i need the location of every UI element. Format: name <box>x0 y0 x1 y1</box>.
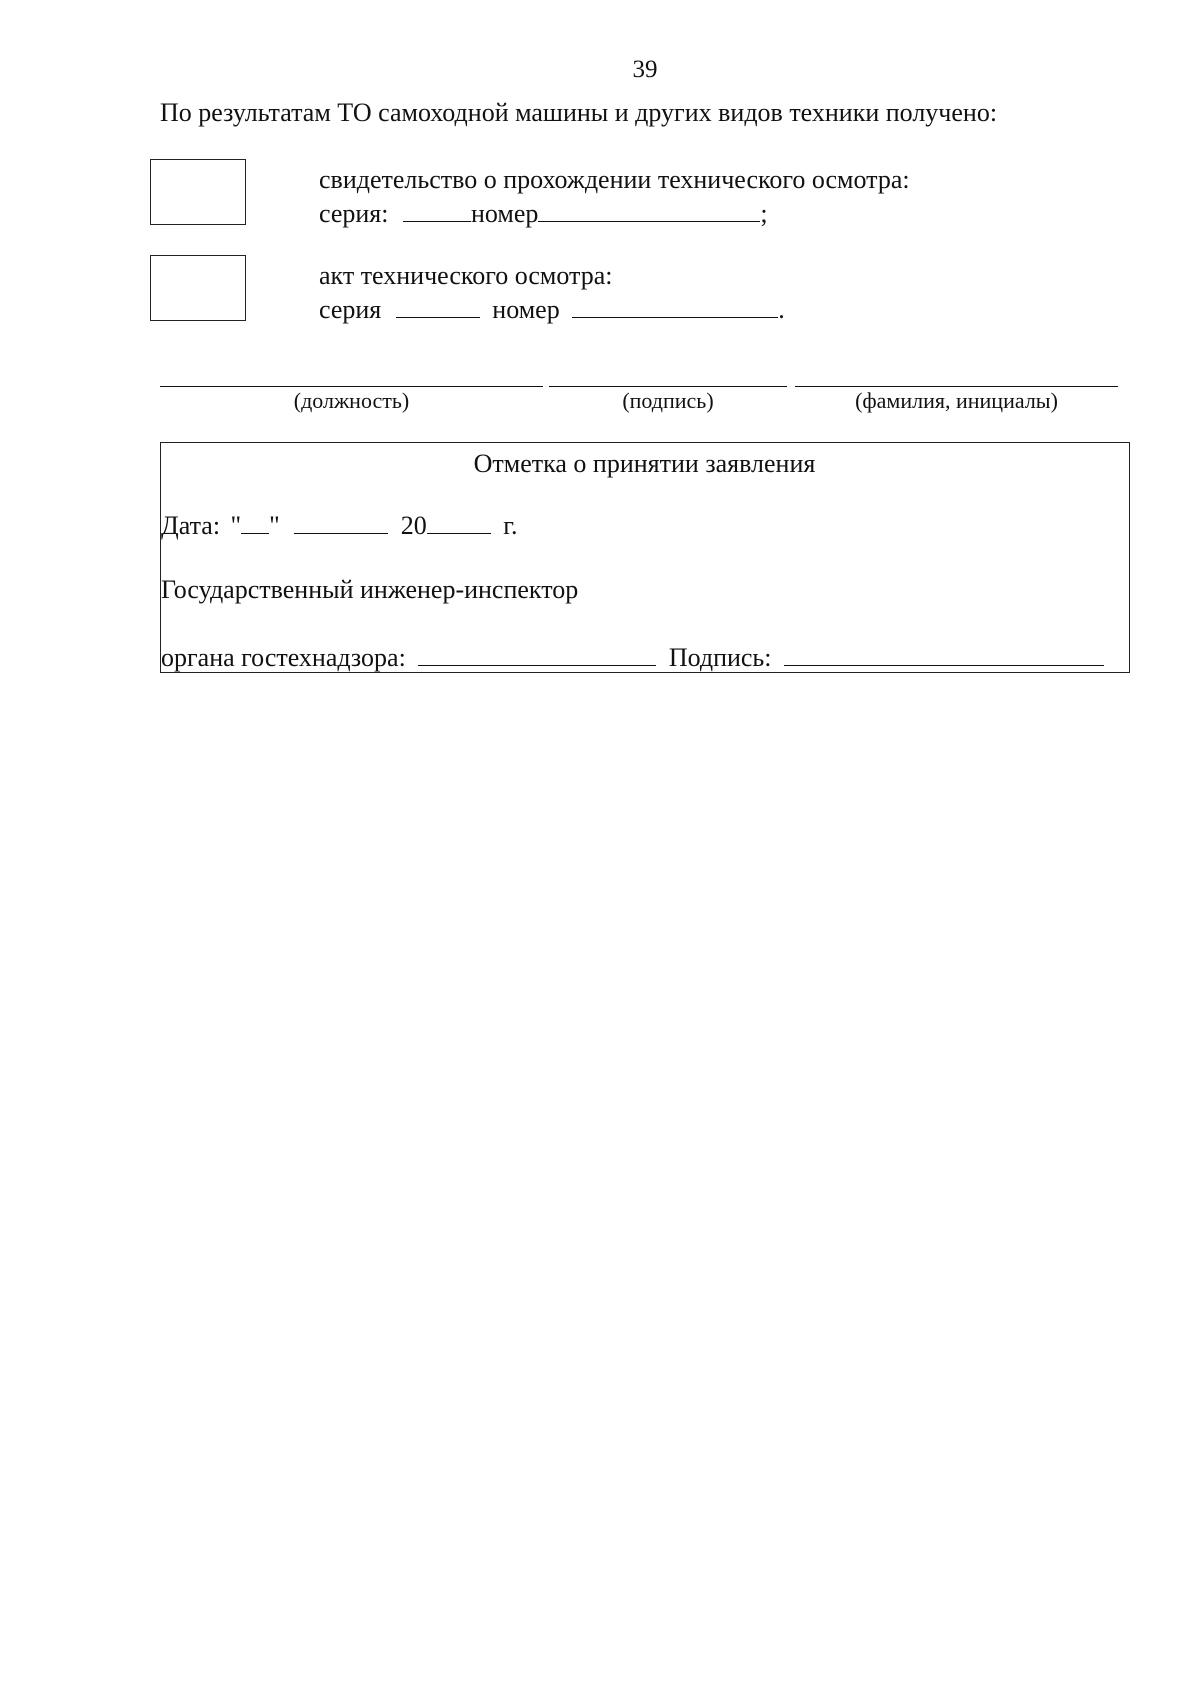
name-line[interactable] <box>795 386 1118 387</box>
inspector-signature-field[interactable] <box>784 641 1104 666</box>
application-receipt-box <box>160 442 1130 673</box>
page-number: 39 <box>632 56 658 83</box>
day-field[interactable] <box>241 509 269 534</box>
receipt-date-row <box>161 509 518 541</box>
certificate-option <box>319 163 910 231</box>
authority-label: органа гостехнадзора: <box>161 643 406 672</box>
date-label: Дата: <box>161 511 221 540</box>
certificate-option-title: свидетельство о прохождении технического осмотра: <box>319 165 910 194</box>
year-prefix: 20 <box>400 511 427 540</box>
month-field[interactable] <box>294 509 388 534</box>
year-field[interactable] <box>427 509 491 534</box>
inspection-act-end-mark: . <box>778 295 785 324</box>
certificate-number-label: номер <box>471 199 539 228</box>
signature-caption: (подпись) <box>622 388 714 413</box>
date-close-quote: " <box>269 511 280 540</box>
inspector-name-field[interactable] <box>418 641 656 666</box>
receipt-title: Отметка о принятии заявления <box>473 449 816 478</box>
authority-row <box>161 641 1104 673</box>
inspection-act-option-title: акт технического осмотра: <box>319 261 613 290</box>
name-caption: (фамилия, инициалы) <box>855 388 1058 413</box>
inspection-act-option <box>319 259 785 327</box>
signature-label: Подпись: <box>668 643 772 672</box>
intro-text: По результатам ТО самоходной машины и других видов техники получено: <box>160 98 998 127</box>
inspection-act-number-field[interactable] <box>572 293 778 318</box>
certificate-series-number-row <box>319 197 910 231</box>
date-open-quote: " <box>230 511 242 540</box>
certificate-checkbox[interactable] <box>150 159 246 225</box>
inspection-act-number-label: номер <box>492 295 560 324</box>
inspection-act-checkbox[interactable] <box>150 255 246 321</box>
certificate-series-field[interactable] <box>403 197 471 222</box>
inspection-act-series-field[interactable] <box>396 293 480 318</box>
inspection-act-series-label: серия <box>319 295 382 324</box>
certificate-series-label: серия: <box>319 199 389 228</box>
certificate-end-mark: ; <box>760 199 768 228</box>
position-caption: (должность) <box>293 388 410 413</box>
certificate-number-field[interactable] <box>538 197 760 222</box>
signature-line[interactable] <box>549 386 787 387</box>
position-line[interactable] <box>160 386 543 387</box>
inspection-act-series-number-row <box>319 293 785 327</box>
inspector-label: Государственный инженер-инспектор <box>161 575 579 604</box>
year-suffix: г. <box>503 511 518 540</box>
